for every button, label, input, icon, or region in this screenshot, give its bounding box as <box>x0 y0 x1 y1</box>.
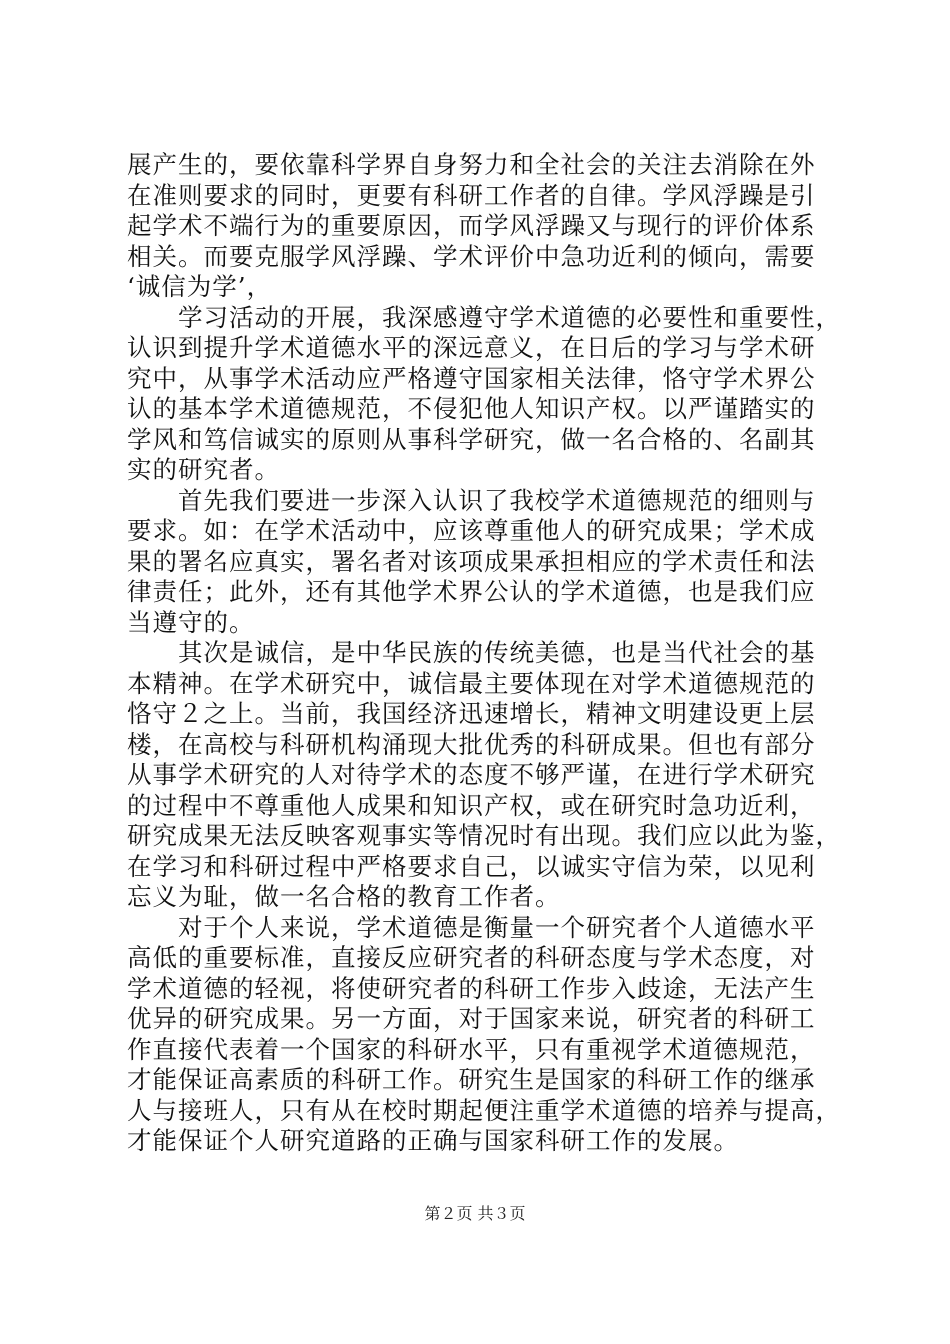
text-line: 在学习和科研过程中严格要求自己，以诚实守信为荣，以见利 <box>127 851 816 881</box>
page-number-footer: 第２页 共３页 <box>424 1204 526 1223</box>
body-text <box>127 150 847 1157</box>
text-line: 的过程中不尊重他人成果和知识产权，或在研究时急功近利， <box>127 790 816 820</box>
text-line: 实的研究者。 <box>127 455 280 484</box>
text-line: 本精神。在学术研究中，诚信最主要体现在对学术道德规范的 <box>127 668 816 698</box>
text-line: 认的基本学术道德规范，不侵犯他人知识产权。以严谨踏实的 <box>127 394 816 423</box>
text-line: 在准则要求的同时，更要有科研工作者的自律。学风浮躁是引 <box>127 180 816 210</box>
text-line: 展产生的，要依靠科学界自身努力和全社会的关注去消除在外 <box>127 150 816 179</box>
text-line: 忘义为耻，做一名合格的教育工作者。 <box>127 882 561 911</box>
text-line: ‘诚信为学’， <box>127 272 273 301</box>
text-line: 楼，在高校与科研机构涌现大批优秀的科研成果。但也有部分 <box>127 729 816 759</box>
text-line: 从事学术研究的人对待学术的态度不够严谨，在进行学术研究 <box>127 760 816 789</box>
text-line: 首先我们要进一步深入认识了我校学术道德规范的细则与 <box>127 485 816 515</box>
text-line: 优异的研究成果。另一方面，对于国家来说，研究者的科研工 <box>127 1004 816 1033</box>
text-line: 相关。而要克服学风浮躁、学术评价中急功近利的倾向，需要 <box>127 241 816 271</box>
text-line: 高低的重要标准，直接反应研究者的科研态度与学术态度，对 <box>127 943 816 972</box>
text-line: 认识到提升学术道德水平的深远意义，在日后的学习与学术研 <box>127 333 816 362</box>
text-line: 究中，从事学术活动应严格遵守国家相关法律，恪守学术界公 <box>127 363 816 393</box>
text-line: 人与接班人，只有从在校时期起便注重学术道德的培养与提高， <box>127 1095 841 1125</box>
text-line: 作直接代表着一个国家的科研水平，只有重视学术道德规范， <box>127 1034 816 1064</box>
text-line: 起学术不端行为的重要原因，而学风浮躁又与现行的评价体系 <box>127 211 816 240</box>
text-line: 学风和笃信诚实的原则从事科学研究，做一名合格的、名副其 <box>127 424 816 454</box>
text-line: 学术道德的轻视，将使研究者的科研工作步入歧途，无法产生 <box>127 973 816 1003</box>
text-line: 才能保证个人研究道路的正确与国家科研工作的发展。 <box>127 1126 739 1155</box>
text-line: 才能保证高素质的科研工作。研究生是国家的科研工作的继承 <box>127 1065 816 1094</box>
text-line: 学习活动的开展，我深感遵守学术道德的必要性和重要性， <box>127 302 841 332</box>
text-line: 当遵守的。 <box>127 607 255 637</box>
text-line: 果的署名应真实，署名者对该项成果承担相应的学术责任和法 <box>127 546 816 576</box>
text-line: 律责任；此外，还有其他学术界公认的学术道德，也是我们应 <box>127 577 816 606</box>
text-line: 研究成果无法反映客观事实等情况时有出现。我们应以此为鉴， <box>127 821 841 850</box>
text-line: 要求。如：在学术活动中，应该尊重他人的研究成果；学术成 <box>127 516 816 545</box>
text-line: 其次是诚信，是中华民族的传统美德，也是当代社会的基 <box>127 638 816 667</box>
text-line: 恪守２之上。当前，我国经济迅速增长，精神文明建设更上层 <box>127 699 816 728</box>
text-line: 对于个人来说，学术道德是衡量一个研究者个人道德水平 <box>127 912 816 942</box>
